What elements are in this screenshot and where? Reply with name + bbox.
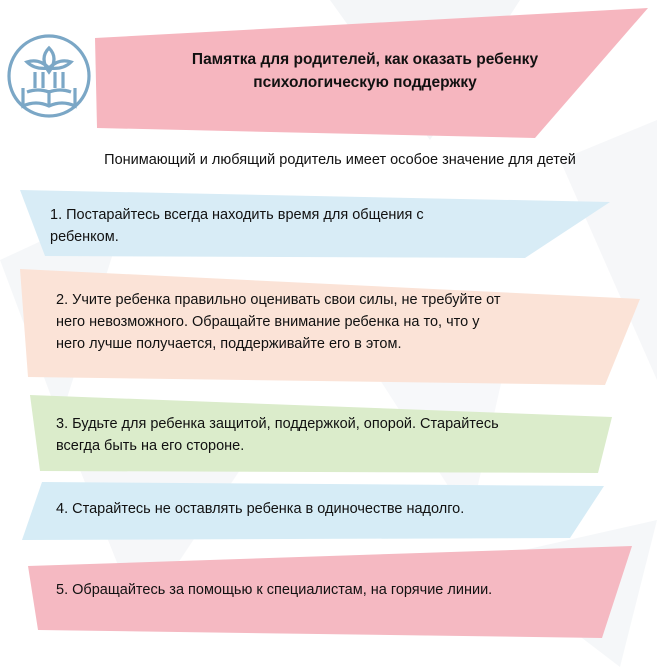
- tip-2-line-3: него лучше получается, поддерживайте его в этом.: [56, 336, 402, 352]
- tip-5-text: [56, 579, 616, 601]
- tree-book-logo-icon: [5, 32, 93, 120]
- tip-3-line-2: всегда быть на его стороне.: [56, 438, 245, 454]
- tip-4-text: [56, 498, 576, 520]
- subtitle: Понимающий и любящий родитель имеет особое значение для детей: [104, 152, 576, 168]
- tip-2-line-1: 2. Учите ребенка правильно оценивать свои силы, не требуйте от: [56, 292, 501, 308]
- tip-1-line-2: ребенком.: [50, 229, 119, 245]
- tip-5-line-1: 5. Обращайтесь за помощью к специалистам, на горячие линии.: [56, 582, 493, 598]
- page-title-line-2: психологическую поддержку: [253, 74, 477, 91]
- page-title-line-1: Памятка для родителей, как оказать ребенку: [191, 51, 539, 68]
- page-title: [130, 48, 600, 94]
- tip-1-line-1: 1. Постарайтесь всегда находить время для общения с: [50, 207, 424, 223]
- tip-4-line-1: 4. Старайтесь не оставлять ребенка в одиночестве надолго.: [56, 501, 465, 517]
- tip-2-text: [56, 289, 616, 355]
- tip-3-line-1: 3. Будьте для ребенка защитой, поддержкой, опорой. Старайтесь: [56, 416, 499, 432]
- tip-1-text: [50, 204, 570, 248]
- tip-3-text: [56, 413, 596, 457]
- tip-2-line-2: него невозможного. Обращайте внимание ребенка на то, что у: [56, 314, 480, 330]
